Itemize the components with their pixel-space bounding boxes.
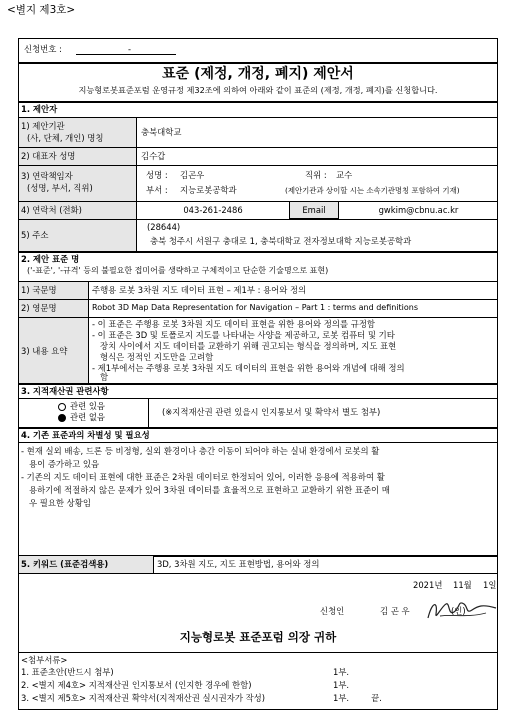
signer-name[interactable]: 김 곤 우 [380,606,410,616]
phone-label: 4) 연락처 (전화) [21,205,82,215]
section2-header: 2. 제안 표준 명 [21,254,80,264]
org-value[interactable]: 충북대학교 [141,127,182,137]
name-value[interactable]: 김곤우 [180,170,205,180]
necessity-line[interactable]: 용하기에 적절하지 않은 문제가 있어 3차원 데이터를 효율적으로 표현하고 교환하기 위한 표준이 매 [29,485,390,495]
necessity-line[interactable]: - 기존의 지도 데이터 표현에 대한 표준은 2차원 데이터로 한정되어 있어, 이러한 응용에 적용하여 활 [21,472,385,482]
necessity-line[interactable]: 우 필요한 상황임 [29,498,91,508]
signature-icon [424,596,500,624]
rep-label: 2) 대표자 성명 [21,151,76,161]
phone-value[interactable]: 043-261-2486 [183,205,243,215]
dept-note: (제안기관과 상이할 시는 소속기관명칭 포함하여 기재) [285,186,460,195]
dept-label: 부서 : [146,185,168,195]
position-value[interactable]: 교수 [336,170,353,180]
eng-value[interactable]: Robot 3D Map Data Representation for Navigation – Part 1 : terms and definitions [92,303,419,312]
email-value[interactable]: gwkim@cbnu.ac.kr [378,205,459,215]
section1-header: 1. 제안자 [21,104,58,114]
date-day[interactable]: 1일 [483,580,497,590]
necessity-line[interactable]: 용이 증가하고 있음 [29,459,100,469]
signer-seal-mark: (인) [451,606,466,616]
application-no-value[interactable]: - [128,44,132,54]
addr-zip[interactable]: (28644) [147,222,181,232]
org-label-1: 1) 제안기관 [21,121,65,131]
summary-line[interactable]: 장치 사이에서 지도 데이터를 교환하기 위해 권고되는 형식을 정의하며, 지도 표현 [100,341,397,351]
ip-related-radio[interactable] [58,403,66,411]
date-year[interactable]: 2021년 [413,580,443,590]
attachments-header: <첨부서류> [21,655,68,665]
email-label: Email [302,205,326,215]
summary-label: 3) 내용 요약 [21,346,68,356]
ip-note: (※지적재산권 관련 있을시 인지통보서 및 확약서 별도 첨부) [162,407,381,417]
date-month[interactable]: 11월 [453,580,472,590]
form-intro: 지능형로봇표준포럼 운영규정 제32조에 의하여 아래와 같이 표준의 (제정, 개정, 폐지)를 신청합니다. [78,85,438,95]
attachment-qty: 1부. [333,667,350,677]
necessity-line[interactable]: - 현재 실외 배송, 드론 등 비정형, 실외 환경이나 층간 이동이 되어야 하는 실내 환경에서 로봇의 활 [21,446,380,456]
application-no-underline [76,54,176,55]
ip-unrelated-radio[interactable] [58,414,66,422]
kor-value[interactable]: 주행용 로봇 3차원 지도 데이터 표현 – 제1부 : 용어와 정의 [92,285,307,295]
summary-line[interactable]: - 제1부에서는 주행용 로봇 3차원 지도 데이터의 표현을 위한 용어와 개념에 대해 정의 [92,363,405,373]
name-label: 성명 : [146,170,168,180]
addressee: 지능형로봇 표준포럼 의장 귀하 [179,630,337,644]
attachment-item: 3. <별지 제5호> 지적재산권 확약서(지적재산권 실시권자가 작성) [21,693,266,703]
attachment-qty: 1부. [333,693,350,703]
attachment-item: 1. 표준초안(반드시 첨부) [21,667,114,677]
section4-header: 4. 기존 표준과의 차별성 및 필요성 [21,430,150,440]
section5-header: 5. 키워드 (표준검색용) [21,559,109,569]
addr-label: 5) 주소 [21,230,49,240]
summary-line[interactable]: - 이 표준은 3D 및 토폴로지 지도를 나타내는 사양을 제공하고, 로봇 컴퓨터 및 기타 [92,330,395,340]
form-title: 표준 (제정, 개정, 폐지) 제안서 [162,66,354,82]
eng-label: 2) 영문명 [21,303,57,313]
addr-value[interactable]: 충북 청주시 서원구 충대로 1, 충북대학교 전자정보대학 지능로봇공학과 [150,236,412,246]
position-label: 직위 : [305,170,327,180]
contact-label-1: 3) 연락책임자 [21,171,73,181]
ip-unrelated-label: 관련 없음 [70,412,106,422]
form-tag: <별지 제3호> [7,4,76,16]
rep-value[interactable]: 김수갑 [141,151,166,161]
attachments-end: 끝. [371,693,382,703]
summary-line[interactable]: 함 [100,372,109,382]
attachment-item: 2. <별지 제4호> 지적재산권 인지통보서 (인지한 경우에 한함) [21,680,252,690]
summary-line[interactable]: - 이 표준은 주행용 로봇 3차원 지도 데이터 표현을 위한 용어와 정의를 규정함 [92,319,376,329]
application-no-label: 신청번호 : [24,44,62,54]
summary-line[interactable]: 형식은 정적인 지도만을 고려함 [100,352,214,362]
org-label-2: (사, 단체, 개인) 명칭 [27,133,104,143]
keywords-value[interactable]: 3D, 3차원 지도, 지도 표현방법, 용어와 정의 [157,559,320,569]
signer-label: 신청인 [320,606,345,616]
attachment-qty: 1부. [333,680,350,690]
section3-header: 3. 지적재산권 관련사항 [21,386,109,396]
dept-value[interactable]: 지능로봇공학과 [180,185,237,195]
contact-label-2: (성명, 부서, 직위) [27,183,93,193]
section2-note: ('-표준', '-규격' 등의 불필요한 접미어를 생략하고 구체적이고 단순한 기술명으로 표현) [27,266,329,275]
kor-label: 1) 국문명 [21,285,57,295]
ip-related-label: 관련 있음 [70,401,106,411]
